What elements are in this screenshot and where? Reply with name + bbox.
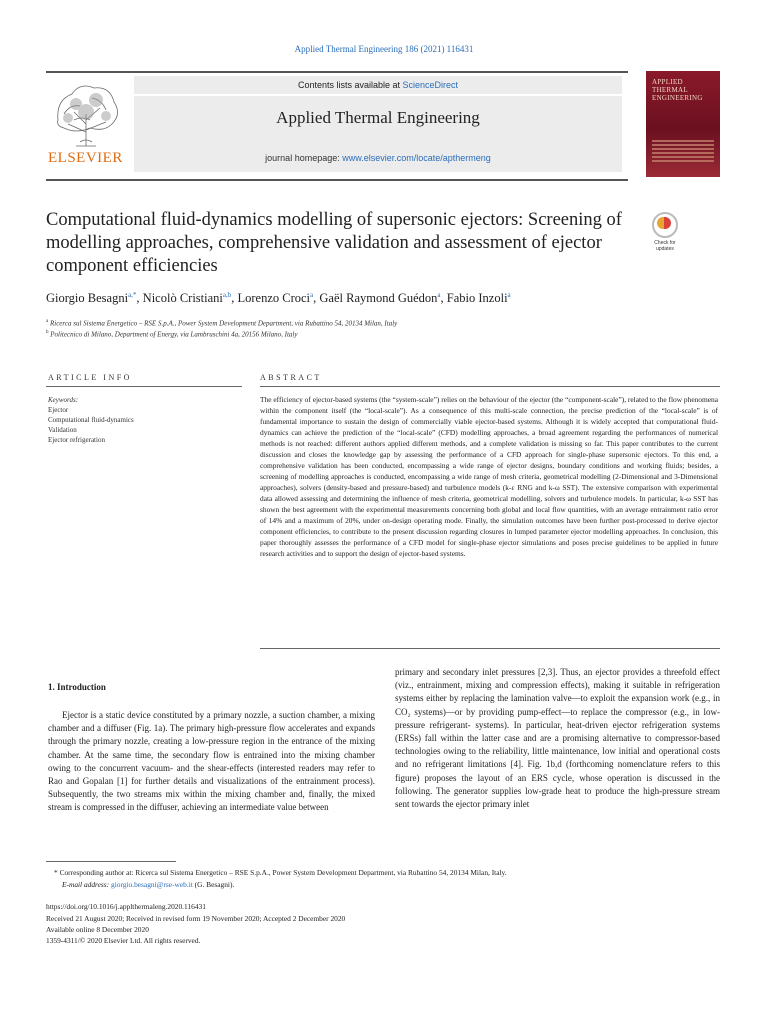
check-updates-icon <box>652 212 678 238</box>
received-dates: Received 21 August 2020; Received in revised form 19 November 2020; Accepted 2 December 2020 <box>46 914 346 923</box>
cover-title-line: ENGINEERING <box>652 94 703 102</box>
check-for-updates-button[interactable] <box>645 212 685 252</box>
available-online: Available online 8 December 2020 <box>46 925 149 934</box>
keywords-block <box>48 395 244 445</box>
author-separator: , <box>136 291 143 306</box>
copyright: 1359-4311/© 2020 Elsevier Ltd. All rights reserved. <box>46 936 201 945</box>
footnote-rule <box>46 861 176 862</box>
affiliation-text: Ricerca sul Sistema Energetico – RSE S.p.A., Power System Development Department, via Rubattino 54, 20134 Milan, Italy <box>49 319 398 328</box>
affiliation-a <box>46 319 726 327</box>
author-name[interactable]: Gaël Raymond Guédon <box>319 291 438 306</box>
author-affiliation-mark[interactable]: a <box>310 291 314 299</box>
abstract-text: The efficiency of ejector-based systems (the “system-scale”) relies on the behaviour of the ejector (the “component-scale”), related to the flow phenomena within the component itself (the “local-scale”). As a consequence of this multi-scale connection, the precise prediction of the “local-scale” is of fundamental importance to sustain the design of commercially viable ejector-based systems. Although it is widely accepted that computational fluid-dynamics can achieve the prediction of the “local-scale” (CFD) modelling approaches, a broad agreement regarding the performances of numerical methods is not reached: different authors applied different methods, and a complete validation is missing so far. This paper contributes to the current discussion and closes the knowledge gap by assessing the performance of a CFD approach for single-phase supersonic ejectors. To this end, a comprehensive validation has been conducted, encompassing a wide range of ejector designs, boundary conditions and working fluids; besides, a screening of modelling approaches is conducted, encompassing a wide range of mesh criteria, geometrical modelling (2-Dimensional and 3-Dimensional approaches), solvers (density-based and pressure-based) and turbulence models (k-ε RNG and k-ω SST). The extensive comparison with experimental data allowed assessing and determining the influence of mesh criteria, geometrical modelling, solvers and turbulence models. In particular, k-ω SST has shown the best agreement with the experimental measurements concerning both global and local flow quantities, with an average entrainment ratio error of 14% and a maximum of 20%, under on-design operating mode. Finally, the simulation outcomes have been further post-processed to derive ejector component efficiencies, to contribute to the present discussion regarding closures in lumped parameter ejector modelling approaches. In conclusion, this paper thoroughly assesses the performance of a CFD model for single-phase ejector simulations and poses precise guidelines to be applied in future research activities and to support the design of ejector-based systems. <box>260 395 718 558</box>
affiliation-b <box>46 330 726 338</box>
intro-left-column: Ejector is a static device constituted by a primary nozzle, a suction chamber, a mixing chamber and a diffuser (Fig. 1a). The primary high-pressure flow accelerates and expands through the primary nozzle, creating a low-pressure region in the entrance of the mixing chamber. At the same time, the secondary flow is entrained into the mixing chamber owing to the concurrent vacuum- and the shear-effects (interested readers may refer to Rao and Gopalan [1] for further details and visualizations of the entrainment process). Subsequently, the two streams mix within the mixing chamber and, finally, the mixed stream is compressed in the diffuser, achieving an intermediate value between <box>48 710 375 813</box>
journal-cover-title <box>652 78 718 102</box>
abstract-rule <box>260 386 720 387</box>
article-title: Computational fluid-dynamics modelling of supersonic ejectors: Screening of modelling approaches, comprehensive validation and assessment of ejector component efficiencies <box>46 210 622 276</box>
sciencedirect-link[interactable]: ScienceDirect <box>402 80 459 90</box>
contents-list-line <box>134 76 622 94</box>
author-affiliation-mark[interactable]: a,b <box>222 291 232 299</box>
affiliation-mark: a <box>46 319 49 324</box>
affiliation-text: Politecnico di Milano, Department of Energy, via Lambruschini 4a, 20156 Milano, Italy <box>50 330 298 339</box>
article-info-heading: ARTICLE INFO <box>48 373 132 382</box>
author-separator: , <box>231 291 238 306</box>
corresponding-mark: * <box>54 868 58 877</box>
keyword: Validation <box>48 426 77 434</box>
cover-decoration <box>652 140 714 162</box>
publisher-name: ELSEVIER <box>48 150 123 166</box>
check-updates-label-2: updates <box>656 246 674 252</box>
email-link[interactable]: giorgio.besagni@rse-web.it <box>111 880 193 889</box>
keyword: Ejector <box>48 406 69 414</box>
journal-homepage-link[interactable]: www.elsevier.com/locate/apthermeng <box>342 153 491 163</box>
journal-reference[interactable]: Applied Thermal Engineering 186 (2021) 116431 <box>294 44 474 54</box>
cover-title-line: THERMAL <box>652 86 688 94</box>
author-name[interactable]: Giorgio Besagni <box>46 291 129 306</box>
article-info-rule <box>46 386 242 387</box>
doi-link[interactable]: https://doi.org/10.1016/j.applthermaleng.2020.116431 <box>46 902 206 911</box>
intro-right-column: primary and secondary inlet pressures [2,3]. Thus, an ejector provides a threefold effect (viz., entrainment, mixing and compression effects), making it suitable in refrigeration systems either by replacing the lamination valve—to exploit the expansion work (e.g., in CO₂ systems)—or by providing pump-effect—to replace the compressor (e.g., in low-pressure refrigerant- systems). In particular, heat-driven ejector refrigeration systems (ERSs) fall within the latter case and are a promising alternative to compressor-based technologies owing to the reliability, little maintenance, low initial and operational costs and no refrigerant limitations [4]. Fig. 1b,d (forthcoming nomenclature refers to this figure) proposes the layout of an ERS cycle, whose operation is discussed in the following. The generator supplies low-grade heat to produce the high-pressure stream sent towards the ejector primary inlet <box>395 667 720 810</box>
journal-title: Applied Thermal Engineering <box>276 108 480 127</box>
cover-title-line: APPLIED <box>652 78 683 86</box>
abstract-bottom-rule <box>260 648 720 649</box>
keyword: Computational fluid-dynamics <box>48 416 134 424</box>
check-updates-label-1: Check for <box>654 240 676 246</box>
author-list <box>46 291 686 306</box>
affiliation-mark: b <box>46 330 49 335</box>
corresponding-author-note <box>46 867 726 878</box>
author-name[interactable]: Fabio Inzoli <box>446 291 508 306</box>
homepage-prefix: journal homepage: <box>265 153 343 163</box>
email-suffix: (G. Besagni). <box>192 880 235 889</box>
author-name[interactable]: Nicolò Cristiani <box>142 291 223 306</box>
abstract-heading: ABSTRACT <box>260 373 322 382</box>
contents-prefix: Contents lists available at <box>297 80 403 90</box>
author-separator: , <box>313 291 320 306</box>
email-label: E-mail address: <box>62 880 110 889</box>
author-separator: , <box>440 291 447 306</box>
section-heading-introduction: 1. Introduction <box>48 682 106 692</box>
author-affiliation-mark[interactable]: a <box>507 291 511 299</box>
author-affiliation-mark[interactable]: a <box>437 291 441 299</box>
corresponding-text: Corresponding author at: Ricerca sul Sistema Energetico – RSE S.p.A., Power System Development Department, via Rubattino 54, 20134 Milan, Italy. <box>59 868 507 877</box>
journal-homepage-line <box>134 153 622 163</box>
email-line <box>46 879 742 890</box>
author-name[interactable]: Lorenzo Croci <box>237 291 311 306</box>
keyword: Ejector refrigeration <box>48 436 105 444</box>
author-affiliation-mark[interactable]: a,* <box>128 291 137 299</box>
keywords-label: Keywords: <box>48 396 79 404</box>
